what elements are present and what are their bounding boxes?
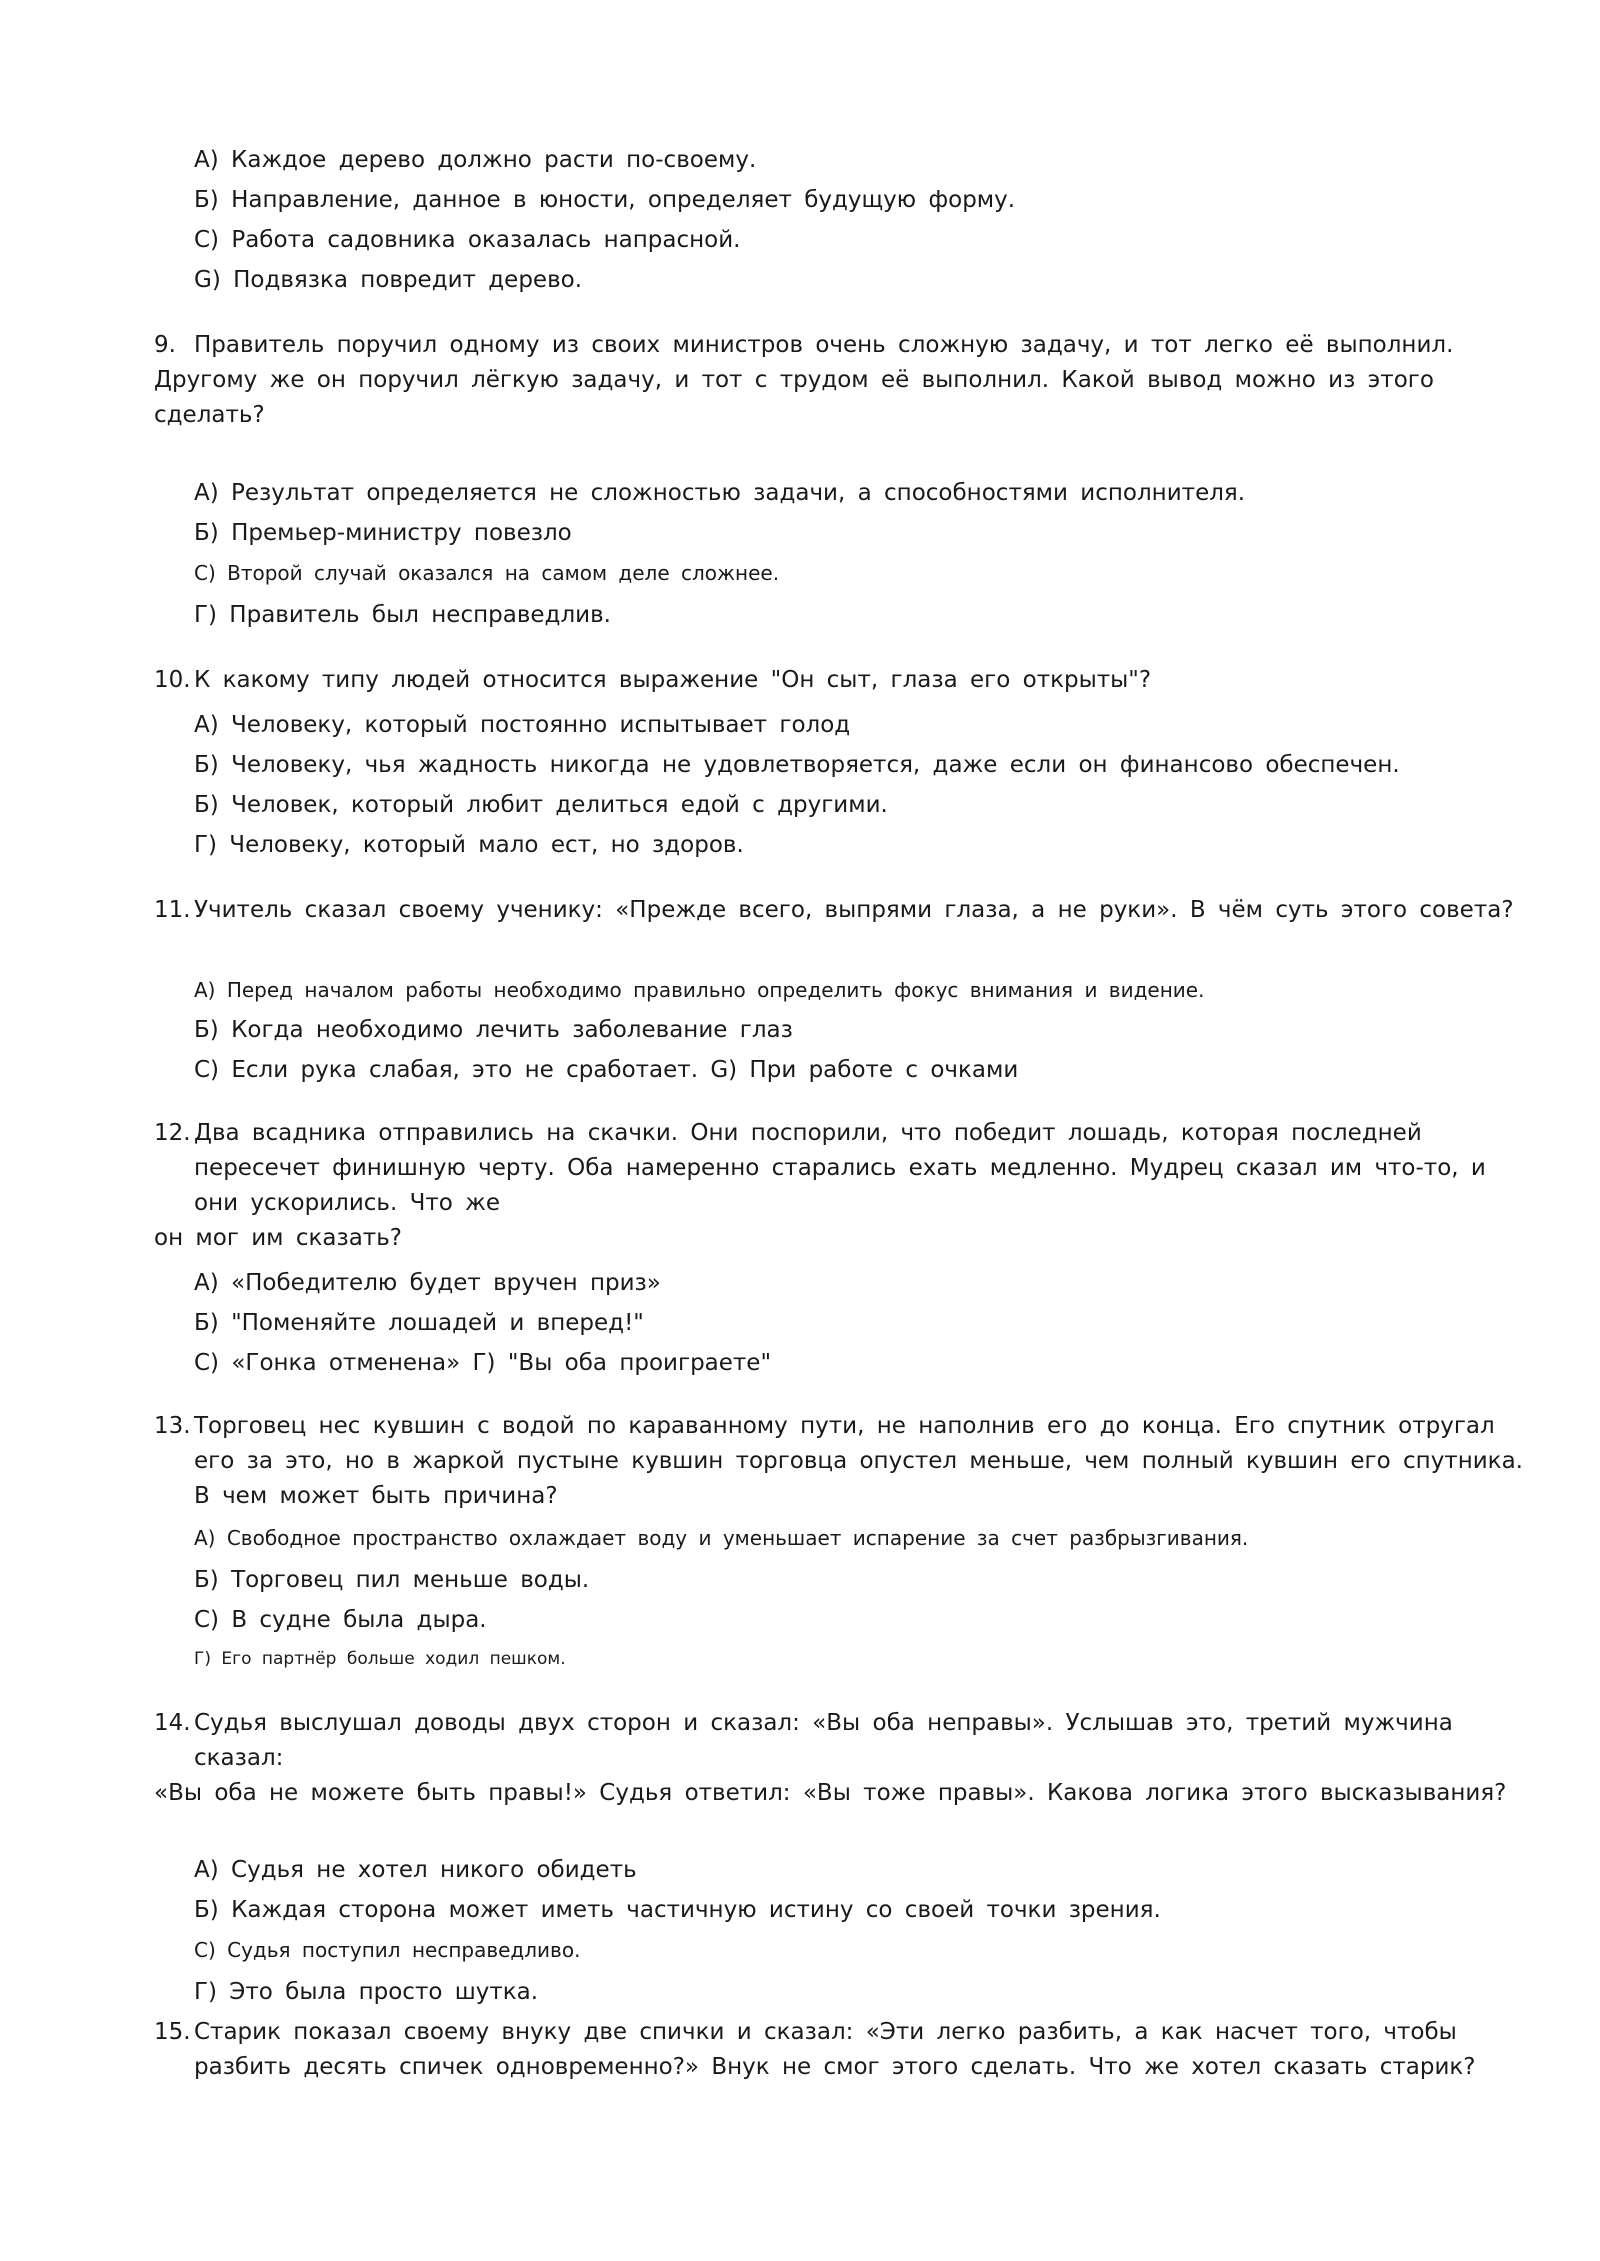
q13-text-line-2: его за это, но в жаркой пустыне кувшин торговца опустел меньше, чем полный кувшин его спутника. <box>194 1448 1523 1474</box>
q13-number: 13. <box>154 1413 191 1439</box>
q14-option-b: Б) Каждая сторона может иметь частичную истину со своей точки зрения. <box>194 1897 1161 1923</box>
q11-option-cd: С) Если рука слабая, это не сработает. G) При работе с очками <box>194 1057 1019 1083</box>
q12-text-line-2: пересечет финишную черту. Оба намеренно старались ехать медленно. Мудрец сказал им что-то, и <box>194 1155 1486 1181</box>
q9-text-line-1: Правитель поручил одному из своих министров очень сложную задачу, и тот легко её выполнил. <box>194 332 1454 358</box>
q12-text-line-3: они ускорились. Что же <box>194 1190 501 1216</box>
q9-option-b: Б) Премьер-министру повезло <box>194 520 572 546</box>
q12-text-line-1: Два всадника отправились на скачки. Они поспорили, что победит лошадь, которая последней <box>194 1120 1422 1146</box>
q14-option-a: А) Судья не хотел никого обидеть <box>194 1857 637 1883</box>
q9-number: 9. <box>154 332 176 358</box>
q8-option-d: G) Подвязка повредит дерево. <box>194 267 583 293</box>
q13-text-line-3: В чем может быть причина? <box>194 1483 558 1509</box>
q14-text-line-1: Судья выслушал доводы двух сторон и сказал: «Вы оба неправы». Услышав это, третий мужчина <box>194 1710 1453 1736</box>
q8-option-b: Б) Направление, данное в юности, определяет будущую форму. <box>194 187 1016 213</box>
q9-option-a: А) Результат определяется не сложностью задачи, а способностями исполнителя. <box>194 480 1246 506</box>
q8-option-c: С) Работа садовника оказалась напрасной. <box>194 227 741 253</box>
q9-option-c: С) Второй случай оказался на самом деле сложнее. <box>194 561 780 585</box>
q14-option-d: Г) Это была просто шутка. <box>194 1979 539 2005</box>
q15-text-line-2: разбить десять спичек одновременно?» Внук не смог этого сделать. Что же хотел сказать старик? <box>194 2054 1476 2080</box>
q13-option-b: Б) Торговец пил меньше воды. <box>194 1567 590 1593</box>
q10-option-d: Г) Человеку, который мало ест, но здоров. <box>194 832 744 858</box>
q11-text: Учитель сказал своему ученику: «Прежде всего, выпрями глаза, а не руки». В чём суть этого совета? <box>194 897 1514 923</box>
q10-option-a: А) Человеку, который постоянно испытывает голод <box>194 712 851 738</box>
q12-option-cd: С) «Гонка отменена» Г) "Вы оба проиграете" <box>194 1350 772 1376</box>
q12-option-b: Б) "Поменяйте лошадей и вперед!" <box>194 1310 644 1336</box>
q12-number: 12. <box>154 1120 191 1146</box>
q14-number: 14. <box>154 1710 191 1736</box>
q13-option-d: Г) Его партнёр больше ходил пешком. <box>194 1649 566 1669</box>
q12-text-tail: он мог им сказать? <box>154 1225 402 1251</box>
q10-text: К какому типу людей относится выражение "Он сыт, глаза его открыты"? <box>194 667 1152 693</box>
q10-option-c: Б) Человек, который любит делиться едой с другими. <box>194 792 888 818</box>
q9-text-line-2: Другому же он поручил лёгкую задачу, и тот с трудом её выполнил. Какой вывод можно из этого <box>154 367 1434 393</box>
q13-option-a: А) Свободное пространство охлаждает воду и уменьшает испарение за счет разбрызгивания. <box>194 1526 1249 1550</box>
q14-option-c: С) Судья поступил несправедливо. <box>194 1938 581 1962</box>
q9-option-d: Г) Правитель был несправедлив. <box>194 602 611 628</box>
q11-option-a: А) Перед началом работы необходимо правильно определить фокус внимания и видение. <box>194 978 1205 1002</box>
q13-option-c: С) В судне была дыра. <box>194 1607 487 1633</box>
q13-text-line-1: Торговец нес кувшин с водой по караванному пути, не наполнив его до конца. Его спутник отругал <box>194 1413 1495 1439</box>
q14-text-line-2: сказал: <box>194 1745 284 1771</box>
q14-text-tail: «Вы оба не можете быть правы!» Судья ответил: «Вы тоже правы». Какова логика этого высказывания? <box>154 1780 1507 1806</box>
q8-option-a: А) Каждое дерево должно расти по-своему. <box>194 147 757 173</box>
q10-number: 10. <box>154 667 191 693</box>
q11-number: 11. <box>154 897 191 923</box>
q12-option-a: А) «Победителю будет вручен приз» <box>194 1270 661 1296</box>
q10-option-b: Б) Человеку, чья жадность никогда не удовлетворяется, даже если он финансово обеспечен. <box>194 752 1400 778</box>
q15-number: 15. <box>154 2019 191 2045</box>
q15-text-line-1: Старик показал своему внуку две спички и сказал: «Эти легко разбить, а как насчет того, чтобы <box>194 2019 1457 2045</box>
q11-option-b: Б) Когда необходимо лечить заболевание глаз <box>194 1017 793 1043</box>
q9-text-line-3: сделать? <box>154 402 265 428</box>
